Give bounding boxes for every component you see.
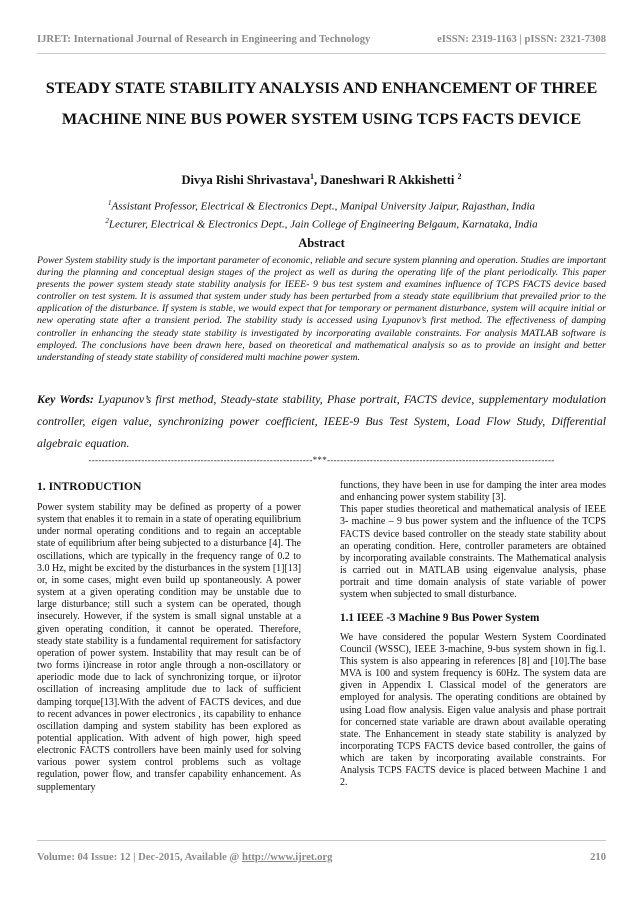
affiliation-1-text: Assistant Professor, Electrical & Electronics Dept., Manipal University Jaipur, Rajasthan, India	[111, 200, 536, 213]
abstract-text: Power System stability study is the important parameter of economic, reliable and secure system planning and operation. Studies are important during the planning and conceptual design stages of the project as well as during the operating life of the plant periodically. This paper presents the power system steady state stability analysis for IEEE- 9 bus test system and examines influence of TCPS FACTS device based controller on test system. It is assumed that system under study has been perturbed from a steady state equilibrium that prevailed prior to the application of the disturbance. If system is stable, we would expect that for temporary or permanent disturbance, system will acquire initial or new operating state after a transient period. The stability study is accessed using Lyapunov’s first method. The effectiveness of damping controller in enhancing the steady state stability is investigated by incorporating available constraints. For analysis MATLAB software is employed. The conclusions have been drawn here, based on theoretical and mathematical analysis so as to provide an insight and better understanding of steady state stability of considered multi machine power system.	[37, 255, 606, 363]
section-heading-ieee-system: 1.1 IEEE -3 Machine 9 Bus Power System	[340, 611, 540, 624]
page-number: 210	[590, 852, 606, 863]
affiliation-1	[37, 196, 606, 214]
header-rule	[37, 53, 606, 54]
keywords-label: Key Words:	[37, 392, 94, 406]
ieee-system-paragraph: We have considered the popular Western System Coordinated Council (WSSC), IEEE 3-machine, 9-bus system shown in fig.1. This system is also appearing in references [8] and [10].The base MVA is 100 and system frequency is 60Hz. The system data are given in Appendix I. Classical model of the generators are employed for analysis. The operating conditions are obtained by using Load flow analysis. Eigen value analysis and phase portrait for concerned state variable are drawn about available operating state. The Enhancement in steady state stability is analyzed by incorporating TCPS FACTS device based controller, the gains of which are taken by incorporating available constraints. For Analysis TCPS FACTS device is placed between Machine 1 and 2.	[340, 631, 606, 789]
introduction-paragraph: Power system stability may be defined as property of a power system that enables it to remain in a state of operating equilibrium under normal operating conditions and to regain an acceptable state of equilibrium after being subjected to a disturbance [4]. The oscillations, which are typically in the frequency range of 0.2 to 3.0 Hz, might be excited by the disturbances in the system [1][13] or, in some cases, might even build up spontaneously. A power system at a given operating condition may be unstable due to large disturbance; still such a system can be operated, though insecurely. However, if the system is small signal unstable at a given operating condition, it cannot be operated. Therefore, steady state stability is a fundamental requirement for satisfactory operation of power system. Instability that may result can be of two forms i)increase in rotor angle through a non-oscillatory or aperiodic mode due to lack of synchronizing torque, or ii)rotor oscillation of increasing amplitude due to lack of sufficient damping torque[13].With the advent of FACTS devices, and due to recent advances in power electronics , its capability to enhance oscillation damping and system stability has been explored as potential application. With advent of high power, high speed electronic FACTS controllers have been mainly used for solving various power system control problems such as voltage regulation, power flow, and transfer capability enhancement. As supplementary	[37, 502, 301, 793]
left-column	[37, 480, 301, 794]
section-separator: --------------------------------------------------------------------***---------------------------------------------------------------------	[88, 455, 555, 465]
journal-link[interactable]: http://www.ijret.org	[241, 852, 333, 863]
keywords-text: Lyapunov’s first method, Steady-state stability, Phase portrait, FACTS device, supplementary modulation controller, eigen value, synchronizing power coefficient, IEEE-9 Bus Test System, Load Flow Study, Differential algebraic equation.	[37, 392, 606, 450]
keywords	[37, 388, 606, 454]
author-separator: ,	[314, 173, 321, 188]
author-1-sup: 1	[310, 172, 315, 181]
paper-title: STEADY STATE STABILITY ANALYSIS AND ENHANCEMENT OF THREE MACHINE NINE BUS POWER SYSTEM USING TCPS FACTS DEVICE	[45, 79, 598, 128]
author-2: Daneshwari R Akkishetti	[320, 173, 455, 188]
journal-name: IJRET: International Journal of Research in Engineering and Technology	[37, 34, 371, 45]
running-header	[37, 34, 606, 45]
author-2-sup: 2	[457, 172, 462, 181]
affiliation-2-text: Lecturer, Electrical & Electronics Dept., Jain College of Engineering Belgaum, Karnataka, India	[108, 218, 538, 231]
abstract-heading: Abstract	[298, 236, 345, 250]
section-heading-introduction: 1. INTRODUCTION	[37, 480, 142, 493]
affiliation-1-sup: 1	[107, 199, 112, 207]
issn: eISSN: 2319-1163 | pISSN: 2321-7308	[437, 34, 606, 45]
footer-rule	[37, 840, 606, 841]
introduction-continuation: functions, they have been in use for damping the inter area modes and enhancing power system stability [3].	[340, 480, 606, 504]
volume-info	[37, 852, 332, 863]
right-column	[340, 480, 606, 790]
introduction-paragraph-2: This paper studies theoretical and mathematical analysis of IEEE 3- machine – 9 bus power system and the influence of the TCPS FACTS device based controller on the steady state stability about an operating condition. Here, controller parameters are obtained by incorporating available constraints. The Mathematical analysis is carried out in MATLAB using eigenvalue analysis, phase portrait and time domain analysis of state variable of power system when subjected to small disturbance.	[340, 504, 606, 601]
affiliation-2-sup: 2	[105, 216, 109, 225]
author-line	[37, 172, 606, 188]
affiliations	[37, 196, 606, 231]
affiliation-2	[37, 214, 606, 232]
volume-text: Volume: 04 Issue: 12 | Dec-2015, Available @	[37, 852, 242, 863]
author-1: Divya Rishi Shrivastava	[181, 173, 311, 188]
running-footer	[37, 852, 606, 863]
